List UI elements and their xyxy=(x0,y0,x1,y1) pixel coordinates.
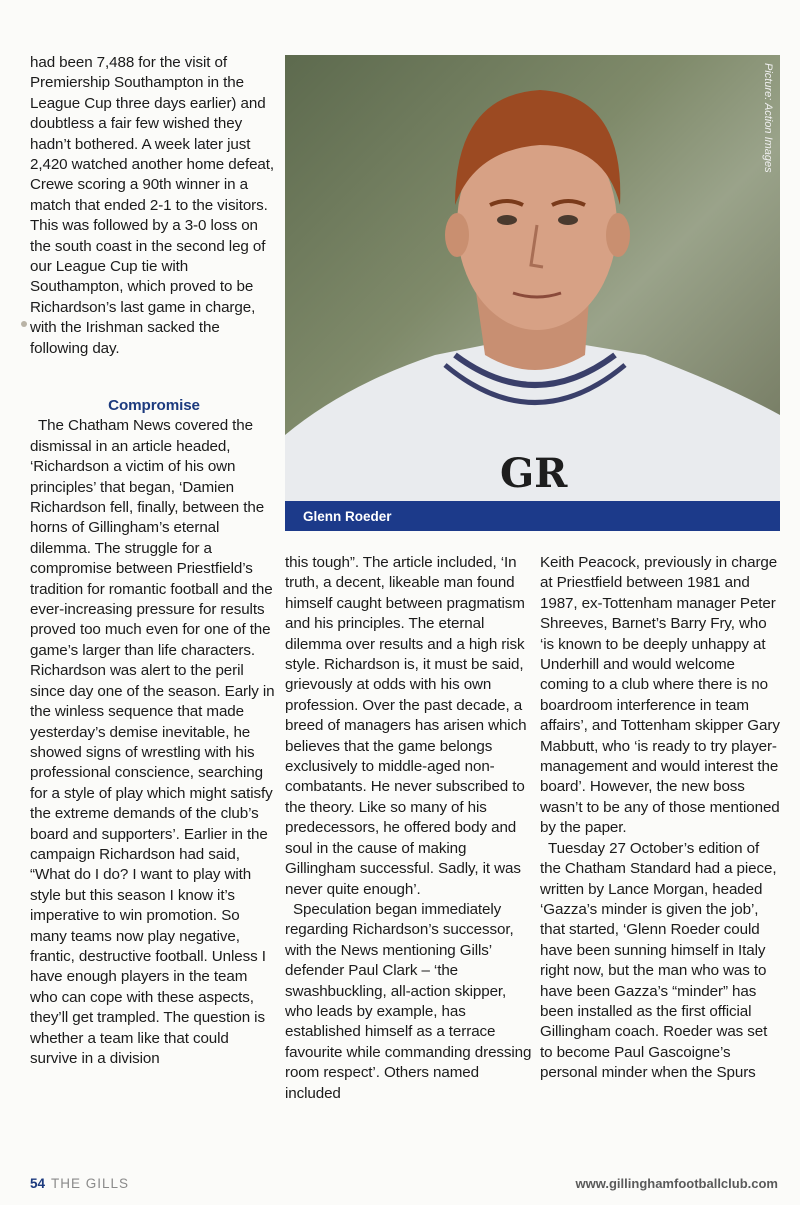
column-1-bottom xyxy=(30,396,278,1069)
paragraph: The Chatham News covered the dismissal in an article headed, ‘Richardson a victim of his own principles’ that began, ‘Damien Richardson fell, finally, between the horns of Gillingham’s eternal dilemma. The struggle for a compromise between Priestfield’s tradition for romantic football and the ever-increasing pressure for results proved too much even for one of the game’s larger than life characters. Richardson was alert to the peril since day one of the season. Early in the winless sequence that made yesterday’s demise inevitable, he showed signs of wrestling with his professional conscience, searching for a style of play which might satisfy the extreme demands of the club’s board and supporters’. Earlier in the campaign Richardson had said, “What do I do? I want to play with style but this season I know it’s imperative to win promotion. So many teams now play negative, frantic, destructive football. Unless I have enough players in the team who can cope with these aspects, they’ll get trampled. The question is whether a team like that could survive in a division xyxy=(30,417,275,1067)
paragraph: Keith Peacock, previously in charge at Priestfield between 1981 and 1987, ex-Tottenham manager Peter Shreeves, Barnet’s Barry Fry, who ‘is known to be deeply unhappy at Underhill and would welcome coming to a club where there is no boardroom interference in team affairs’, and Tottenham skipper Gary Mabbutt, who ‘is ready to try player-management and would interest the board’. However, the new boss wasn’t to be any of those mentioned by the paper. xyxy=(540,554,780,837)
subheading: Compromise xyxy=(108,397,200,414)
paragraph: Speculation began immediately regarding Richardson’s successor, with the News mentioning Gills’ defender Paul Clark – ‘the swashbuckling, all-action skipper, who leads by example, has established himself as a terrace favourite while commanding dressing room respect’. Others named included xyxy=(285,900,532,1102)
column-1-top xyxy=(30,53,278,359)
player-photo xyxy=(285,55,780,531)
footer-left xyxy=(30,1176,129,1191)
paragraph: had been 7,488 for the visit of Premiership Southampton in the League Cup three days earlier) and doubtless a fair few wished they hadn’t bothered. A week later just 2,420 watched another home defeat, Crewe scoring a 90th winner in a match that ended 2-1 to the visitors. This was followed by a 3-0 loss on the south coast in the second leg of our League Cup tie with Southampton, which proved to be Richardson’s last game in charge, with the Irishman sacked the following day. xyxy=(30,54,274,357)
shirt-lettering: GR xyxy=(500,450,568,497)
photo-caption: Glenn Roeder xyxy=(303,509,392,524)
paragraph: Tuesday 27 October’s edition of the Chatham Standard had a piece, written by Lance Morgan, headed ‘Gazza’s minder is given the job’, that started, ‘Glenn Roeder could have been sunning himself in Italy right now, but the man who was to have been Gazza’s “minder” has been installed as the first official Gillingham coach. Roeder was set to become Paul Gascoigne’s personal minder when the Spurs xyxy=(540,839,777,1082)
punch-hole xyxy=(21,321,27,327)
paragraph: this tough”. The article included, ‘In truth, a decent, likeable man found himself caught between pragmatism and his principles. The eternal dilemma over results and a high risk style. Richardson is, it must be said, grievously at odds with his own profession. Over the past decade, a breed of managers has arisen which believes that the game belongs exclusively to middle-aged non-combatants. He never subscribed to the theory. Like so many of his predecessors, he offered body and soul in the cause of making Gillingham successful. Sadly, it was never quite enough’. xyxy=(285,554,527,898)
publication-name: THE GILLS xyxy=(51,1176,130,1191)
photo-credit: Picture: Action Images xyxy=(762,63,774,173)
page-number: 54 xyxy=(30,1176,46,1191)
column-2 xyxy=(285,553,533,1104)
column-3 xyxy=(540,553,780,1084)
website-link[interactable]: www.gillinghamfootballclub.com xyxy=(575,1176,778,1191)
